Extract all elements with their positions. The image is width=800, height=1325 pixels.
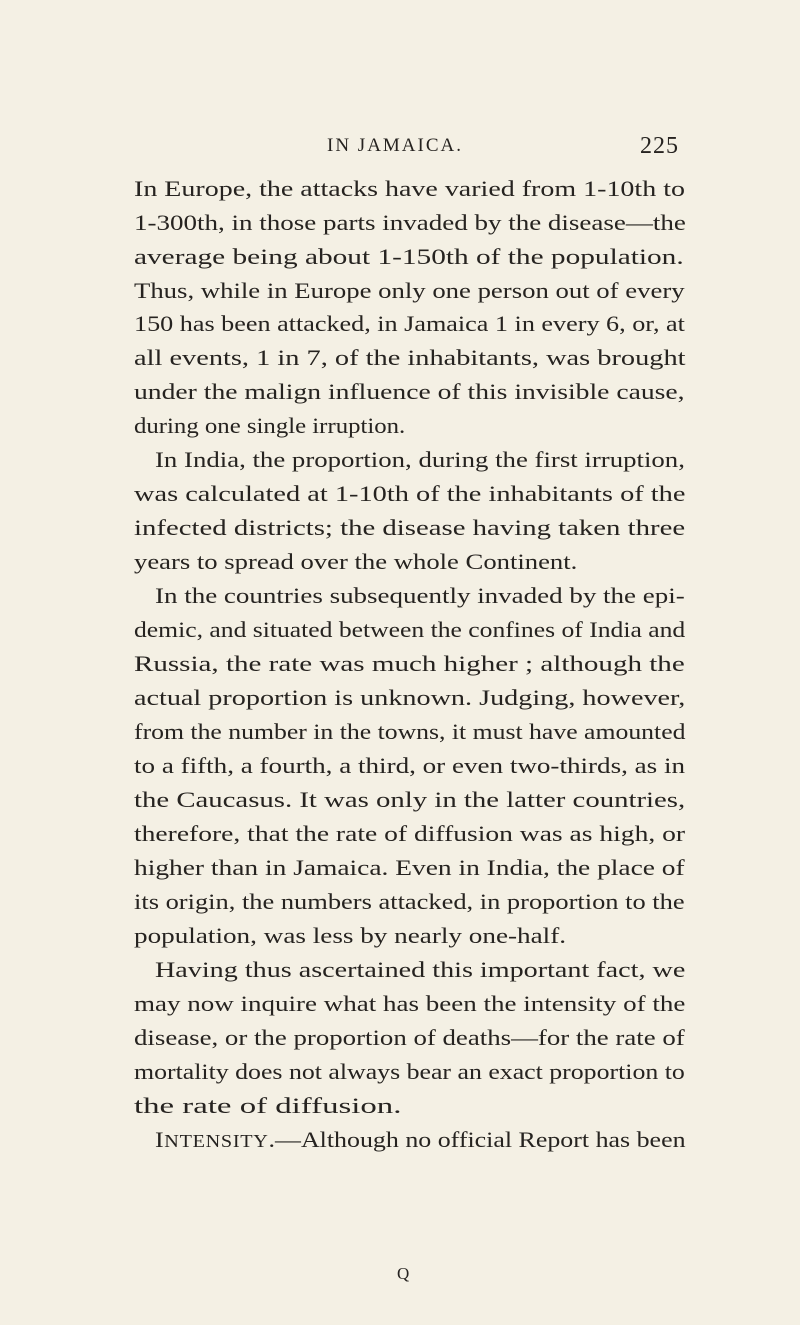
text-line: mortality does not always bear an exact proportion to — [134, 1059, 685, 1084]
text-line: demic, and situated between the confines of India and — [134, 617, 686, 642]
text-line: In Europe, the attacks have varied from 1-10th to — [134, 176, 685, 201]
text-line: infected districts; the disease having taken three — [134, 515, 686, 540]
text-line: average being about 1-150th of the population. — [134, 244, 684, 269]
text-line: the rate of diffusion. — [134, 1093, 402, 1118]
section-text: .—Although no official Report has been — [268, 1127, 686, 1152]
text-line: population, was less by nearly one-half. — [134, 923, 567, 948]
text-line: the Caucasus. It was only in the latter countries, — [134, 787, 686, 812]
text-line-intensity — [155, 1124, 686, 1156]
text-line: from the number in the towns, it must have amounted — [134, 719, 686, 744]
text-line: during one single irruption. — [134, 413, 406, 438]
section-heading-initial: I — [155, 1127, 165, 1152]
text-line: therefore, that the rate of diffusion was as high, or — [134, 821, 686, 846]
running-head — [0, 131, 800, 161]
text-line: Thus, while in Europe only one person out of every — [134, 278, 685, 303]
text-line: Russia, the rate was much higher ; although the — [134, 651, 685, 676]
section-heading-rest: NTENSITY — [164, 1131, 269, 1151]
text-line: In India, the proportion, during the first irruption, — [155, 447, 685, 472]
text-line: may now inquire what has been the intensity of the — [134, 991, 686, 1016]
section-heading — [155, 1127, 269, 1152]
text-line: actual proportion is unknown. Judging, however, — [134, 685, 686, 710]
text-line: higher than in Jamaica. Even in India, the place of — [134, 855, 685, 880]
running-head-title: IN JAMAICA. — [327, 135, 463, 156]
text-line: In the countries subsequently invaded by the epi- — [155, 583, 685, 608]
text-line: all events, 1 in 7, of the inhabitants, was brought — [134, 345, 686, 370]
text-line: its origin, the numbers attacked, in proportion to the — [134, 889, 685, 914]
text-line: 1-300th, in those parts invaded by the disease—the — [134, 210, 686, 235]
page-number: 225 — [640, 133, 679, 159]
text-line: under the malign influence of this invisible cause, — [134, 379, 685, 404]
text-line: disease, or the proportion of deaths—for the rate of — [134, 1025, 685, 1050]
text-line: years to spread over the whole Continent. — [134, 549, 578, 574]
text-line: was calculated at 1-10th of the inhabitants of the — [134, 481, 686, 506]
text-line: to a fifth, a fourth, a third, or even two-thirds, as in — [134, 753, 686, 778]
signature-mark: Q — [397, 1264, 410, 1283]
text-line: Having thus ascertained this important fact, we — [155, 957, 686, 982]
text-line: 150 has been attacked, in Jamaica 1 in every 6, or, at — [134, 311, 685, 336]
